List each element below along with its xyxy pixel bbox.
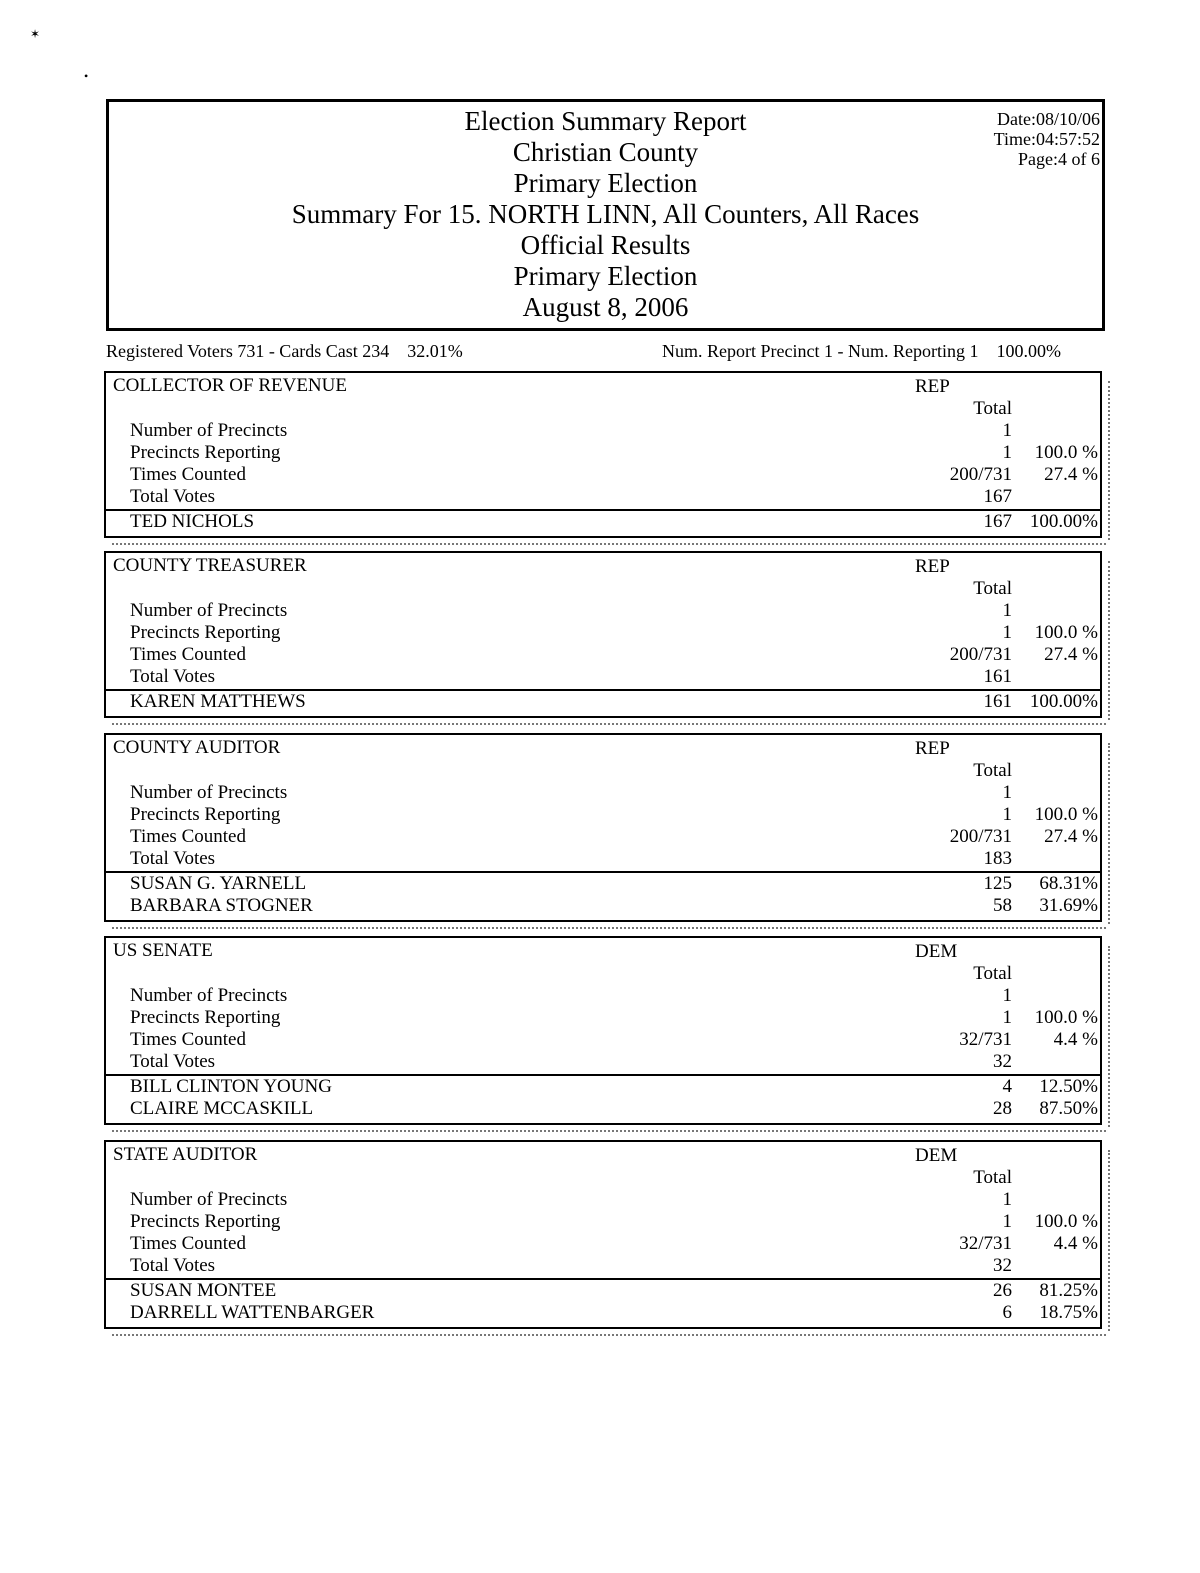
- election-date: August 8, 2006: [522, 292, 689, 322]
- candidate-votes: 58: [993, 895, 1012, 916]
- total-column-header: [106, 578, 1100, 600]
- candidate-row: [106, 511, 1100, 533]
- stat-label: Precincts Reporting: [130, 622, 281, 643]
- candidate-row: [106, 1098, 1100, 1120]
- candidate-votes: 4: [1002, 1076, 1012, 1097]
- total-column-header: [106, 398, 1100, 420]
- candidate-votes: 6: [1002, 1302, 1012, 1323]
- stat-label: Total Votes: [130, 848, 216, 869]
- stat-row: [106, 1007, 1100, 1029]
- scan-edge-artifact: [1108, 381, 1110, 540]
- stat-label: Total Votes: [130, 666, 216, 687]
- stat-percent: 100.0 %: [1034, 1211, 1098, 1232]
- race-title: US SENATE: [113, 940, 213, 961]
- stat-row: [106, 1051, 1100, 1073]
- scan-edge-artifact: [1108, 743, 1110, 924]
- stat-label: Precincts Reporting: [130, 1007, 281, 1028]
- race-box: [104, 371, 1102, 538]
- report-title-block: [109, 106, 1102, 323]
- stat-row: [106, 804, 1100, 826]
- total-column-header: [106, 1167, 1100, 1189]
- summary-scope: Summary For 15. NORTH LINN, All Counters, All Races: [291, 199, 920, 229]
- stat-label: Times Counted: [130, 644, 246, 665]
- candidate-name: KAREN MATTHEWS: [130, 691, 306, 712]
- report-meta: [994, 109, 1100, 169]
- race-title: STATE AUDITOR: [113, 1144, 258, 1165]
- stat-percent: 100.0 %: [1034, 622, 1098, 643]
- race-box: [104, 551, 1102, 718]
- stat-percent: 4.4 %: [1053, 1029, 1098, 1050]
- stat-label: Number of Precincts: [130, 600, 288, 621]
- stat-value: 32: [993, 1255, 1012, 1276]
- stat-value: 183: [983, 848, 1012, 869]
- total-label: Total: [973, 1167, 1012, 1188]
- stat-row: [106, 1233, 1100, 1255]
- stat-value: 1: [1002, 420, 1012, 441]
- candidate-name: BILL CLINTON YOUNG: [130, 1076, 332, 1097]
- stat-label: Times Counted: [130, 1029, 246, 1050]
- stat-row: [106, 1189, 1100, 1211]
- election-name: Primary Election: [513, 168, 698, 198]
- party-label: DEM: [915, 1145, 958, 1166]
- results-status: Official Results: [520, 230, 691, 260]
- stat-value: 200/731: [949, 644, 1012, 665]
- stat-row: [106, 464, 1100, 486]
- stat-label: Number of Precincts: [130, 985, 288, 1006]
- stat-label: Times Counted: [130, 826, 246, 847]
- stat-row: [106, 442, 1100, 464]
- stat-row: [106, 985, 1100, 1007]
- county-name: Christian County: [512, 137, 699, 167]
- candidate-percent: 12.50%: [1039, 1076, 1098, 1097]
- stat-row: [106, 826, 1100, 848]
- stat-label: Number of Precincts: [130, 1189, 288, 1210]
- stat-percent: 100.0 %: [1034, 1007, 1098, 1028]
- stat-percent: 4.4 %: [1053, 1233, 1098, 1254]
- stat-row: [106, 600, 1100, 622]
- candidate-percent: 68.31%: [1039, 873, 1098, 894]
- total-label: Total: [973, 578, 1012, 599]
- stat-value: 200/731: [949, 826, 1012, 847]
- race-title: COUNTY AUDITOR: [113, 737, 281, 758]
- party-label: REP: [915, 738, 950, 759]
- scan-speck: ✶: [30, 27, 41, 41]
- report-date: Date:08/10/06: [997, 109, 1100, 129]
- candidate-row: [106, 1280, 1100, 1302]
- stat-row: [106, 1029, 1100, 1051]
- race-title: COLLECTOR OF REVENUE: [113, 375, 347, 396]
- candidate-name: SUSAN MONTEE: [130, 1280, 277, 1301]
- candidate-row: [106, 691, 1100, 713]
- candidate-votes: 167: [983, 511, 1012, 532]
- candidate-votes: 125: [983, 873, 1012, 894]
- candidate-percent: 31.69%: [1039, 895, 1098, 916]
- registered-voters-summary: Registered Voters 731 - Cards Cast 234 32.01%: [106, 341, 463, 361]
- stat-percent: 27.4 %: [1044, 644, 1098, 665]
- stat-percent: 100.0 %: [1034, 804, 1098, 825]
- stat-row: [106, 666, 1100, 688]
- stat-label: Total Votes: [130, 1255, 216, 1276]
- stat-value: 1: [1002, 622, 1012, 643]
- total-label: Total: [973, 760, 1012, 781]
- stat-row: [106, 644, 1100, 666]
- total-label: Total: [973, 398, 1012, 419]
- race-box: [104, 733, 1102, 922]
- candidate-name: CLAIRE MCCASKILL: [130, 1098, 314, 1119]
- stat-value: 32: [993, 1051, 1012, 1072]
- stat-row: [106, 420, 1100, 442]
- candidate-percent: 18.75%: [1039, 1302, 1098, 1323]
- candidate-percent: 100.00%: [1029, 511, 1098, 532]
- stat-value: 1: [1002, 782, 1012, 803]
- report-header: [106, 99, 1105, 331]
- candidate-votes: 28: [993, 1098, 1012, 1119]
- stat-row: [106, 782, 1100, 804]
- candidate-row: [106, 873, 1100, 895]
- scan-speck: •: [84, 69, 89, 83]
- candidate-row: [106, 1076, 1100, 1098]
- stat-row: [106, 1255, 1100, 1277]
- precinct-reporting-summary: Num. Report Precinct 1 - Num. Reporting 1 100.00%: [662, 341, 1061, 361]
- stat-label: Total Votes: [130, 1051, 216, 1072]
- stat-percent: 27.4 %: [1044, 464, 1098, 485]
- race-title: COUNTY TREASURER: [113, 555, 307, 576]
- candidate-row: [106, 1302, 1100, 1324]
- stat-value: 200/731: [949, 464, 1012, 485]
- scan-edge-artifact: [1108, 946, 1110, 1127]
- report-time: Time:04:57:52: [993, 129, 1100, 149]
- stat-label: Precincts Reporting: [130, 804, 281, 825]
- stat-label: Number of Precincts: [130, 782, 288, 803]
- race-box: [104, 936, 1102, 1125]
- stat-value: 1: [1002, 442, 1012, 463]
- candidate-name: TED NICHOLS: [130, 511, 255, 532]
- candidate-votes: 26: [993, 1280, 1012, 1301]
- total-column-header: [106, 963, 1100, 985]
- stat-percent: 27.4 %: [1044, 826, 1098, 847]
- stat-label: Times Counted: [130, 1233, 246, 1254]
- candidate-percent: 87.50%: [1039, 1098, 1098, 1119]
- stat-label: Precincts Reporting: [130, 1211, 281, 1232]
- stat-label: Precincts Reporting: [130, 442, 281, 463]
- stat-value: 167: [983, 486, 1012, 507]
- scan-edge-artifact: [1108, 561, 1110, 720]
- election-type: Primary Election: [513, 261, 698, 291]
- stat-label: Times Counted: [130, 464, 246, 485]
- total-label: Total: [973, 963, 1012, 984]
- stat-label: Number of Precincts: [130, 420, 288, 441]
- total-column-header: [106, 760, 1100, 782]
- candidate-row: [106, 895, 1100, 917]
- candidate-percent: 81.25%: [1039, 1280, 1098, 1301]
- stat-label: Total Votes: [130, 486, 216, 507]
- stat-row: [106, 622, 1100, 644]
- stat-row: [106, 486, 1100, 508]
- candidate-votes: 161: [983, 691, 1012, 712]
- stat-value: 1: [1002, 1189, 1012, 1210]
- stat-value: 161: [983, 666, 1012, 687]
- race-box: [104, 1140, 1102, 1329]
- scan-edge-artifact: [1108, 1150, 1110, 1331]
- stat-value: 1: [1002, 985, 1012, 1006]
- stat-row: [106, 1211, 1100, 1233]
- stat-value: 1: [1002, 1211, 1012, 1232]
- party-label: REP: [915, 376, 950, 397]
- candidate-percent: 100.00%: [1029, 691, 1098, 712]
- party-label: DEM: [915, 941, 958, 962]
- stat-value: 1: [1002, 804, 1012, 825]
- stat-value: 32/731: [959, 1029, 1012, 1050]
- stat-value: 32/731: [959, 1233, 1012, 1254]
- party-label: REP: [915, 556, 950, 577]
- candidate-name: DARRELL WATTENBARGER: [130, 1302, 375, 1323]
- stat-row: [106, 848, 1100, 870]
- stat-percent: 100.0 %: [1034, 442, 1098, 463]
- stat-value: 1: [1002, 1007, 1012, 1028]
- candidate-name: BARBARA STOGNER: [130, 895, 313, 916]
- report-title: Election Summary Report: [464, 106, 747, 136]
- page-number: Page:4 of 6: [1018, 149, 1100, 169]
- candidate-name: SUSAN G. YARNELL: [130, 873, 307, 894]
- stat-value: 1: [1002, 600, 1012, 621]
